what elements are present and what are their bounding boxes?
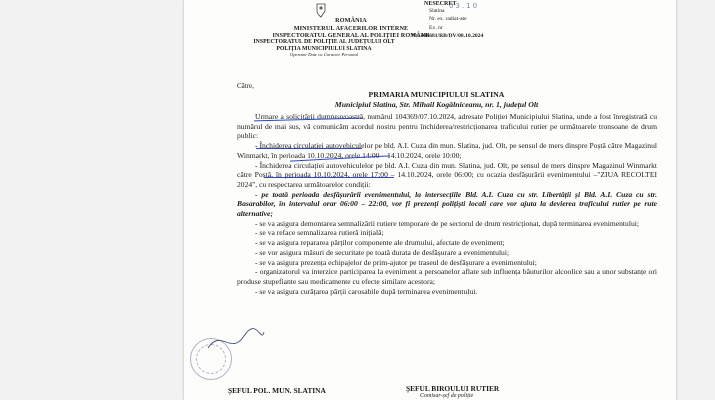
police-unit: POLIȚIA MUNICIPIULUI SLATINA <box>276 45 372 52</box>
recipient-address: Municipiul Slatina, Str. Mihail Kogălniceanu, nr. 1, județul Olt <box>334 100 539 109</box>
county-inspectorate: INSPECTORATUL DE POLIȚIE AL JUDEȚULUI OLT <box>253 39 395 45</box>
header-ministry: MINISTERUL AFACERILOR INTERNE <box>293 24 409 32</box>
handwritten-note: 03.10 <box>449 2 480 10</box>
paragraph-condition-security: - se vor asigura măsuri de securitate pe toată durata de desfășurare a evenimentului; <box>255 247 510 257</box>
document-page <box>184 0 676 400</box>
signature-right: ȘEFUL BIROULUI RUTIER <box>406 384 500 393</box>
paragraph-condition-cleaning: - se va asigura curățarea părții carosabile după terminarea evenimentului. <box>255 286 478 296</box>
recipient-block <box>234 90 639 110</box>
header-inspectorate: INSPECTORATUL GENERAL AL POLIȚIEI ROMÂNE <box>272 32 430 40</box>
paragraph-condition-alcohol: - organizatorul va interzice participarea la eveniment a persoanelor aflate sub influența băuturilor alcoolice sau a unor substanțe ori produse stupefiante sau medicamente cu efecte similare acestora; <box>237 267 657 286</box>
paragraph-condition-signage: - se va asigura demontarea semnalizării rutiere temporare de pe sectorul de drum restricționat, după terminarea evenimentului; <box>255 218 639 228</box>
paragraph-closure-2: - Închiderea circulației autovehiculelor pe bld. A.I. Cuza din mun. Slatina, jud. Olt, pe sensul de mers dinspre Magazinul Winmarkt către Poștă, în perioada 10.10.2024, orele 17:00 – 14.10.2024, orele 06:00; cu ocazia desfășurării evenimentului –"ZIUA RECOLTEI 2024", cu respectarea următoarelor condiții: <box>237 160 657 189</box>
ex-number-label: Ex. nr <box>429 25 443 31</box>
signature-right-title: Comisar-șef de poliție <box>420 393 474 399</box>
operator-note: Operator Date cu Caracter Personal <box>289 52 359 57</box>
letter-body <box>237 112 657 296</box>
county-header <box>234 39 414 53</box>
highlight-underline <box>256 148 362 149</box>
salutation: Către, <box>237 82 254 90</box>
paragraph-request: Urmare a solicitării dumneavoastră, numărul 104369/07.10.2024, adresate Poliției Municipiului Slatina, unde a fost înregistrată cu numărul de mai sus, vă comunicăm acordul nostru pentru închiderea/restricționarea traficului rutier pe următoarele tronsoane de drum public: <box>237 112 657 141</box>
signature-scribble <box>206 326 266 356</box>
paragraph-condition-police: - pe toată perioada desfășurării evenimentului, la intersecțiile Bld. A.I. Cuza cu str. Libertății și Bld. A.I. Cuza cu str. Basarabilor, în intervalul orar 06:00 – 22:00, vor fi prezenți polițiști locali care vor ajuta la devierea traficului rutier pe rute alternative; <box>237 189 657 219</box>
recipient-name: PRIMARIA MUNICIPIULUI SLATINA <box>368 90 505 99</box>
reg-number-label: Nr. ex. radiat-ate <box>429 16 467 22</box>
paragraph-closure-1: - Închiderea circulației autovehiculelor pe bld. A.I. Cuza din mun. Slatina, jud. Olt, pe sensul de mers dinspre Poștă către Magazinul Winmarkt, în perioada 10.10.2024, orele 14:00 – 14.10.2024, orele 10:00; <box>237 141 657 160</box>
signature-left: ȘEFUL POL. MUN. SLATINA <box>228 386 326 395</box>
paragraph-condition-restore: - se va reface semnalizarea rutieră inițială; <box>255 228 384 238</box>
highlight-underline <box>264 177 394 178</box>
document-number: Nr. 494681/RB/DV/08.10.2024 <box>412 33 484 39</box>
classification-label: NESECRET <box>424 1 457 7</box>
header-country: ROMÂNIA <box>335 17 367 24</box>
city-label: Slatina <box>429 8 445 14</box>
paragraph-condition-repair: - se va asigura repararea părților componente ale drumului, afectate de eveniment; <box>255 238 505 248</box>
paragraph-condition-firstaid: - se va asigura prezența echipajelor de prim-ajutor pe traseul de desfășurare a evenimentului; <box>255 257 537 267</box>
